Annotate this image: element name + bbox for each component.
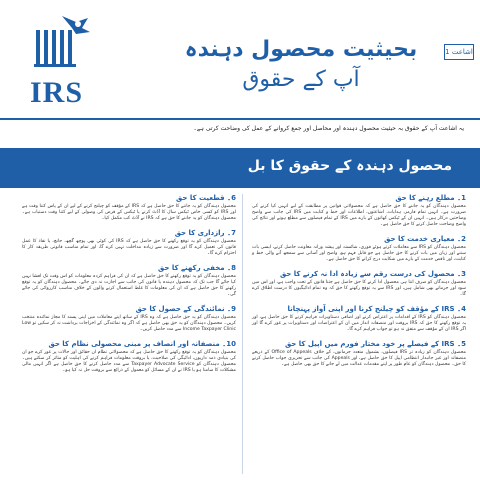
page-title xyxy=(170,35,432,95)
right-section-heading: 5۔ IRS کے فیصلے پر خود مختار فورم میں اپیل کا حق xyxy=(284,340,466,348)
right-section xyxy=(252,340,466,368)
section-band xyxy=(0,148,480,188)
title-line-2: آپ کے حقوق xyxy=(242,67,360,92)
right-section-body: محصول دہندگان کو یہ جاننے کا حق حاصل ہے کہ محصولاتی قوانین پر مطابقت کے لیے انہیں کیا کرنے کی ضرورت ہے۔ انہیں تمام فارمز، ہدایات، اشاعتوں، اطلاعات اور خط و کتابت میں IRS کی جانب سے واضح وضاحتیں درکار ہیں۔ انہیں ان کے ٹیکس کھاتوں کے بارے میں IRS کے تمام فیصلوں سے مطلع ہونے اور نتائج کی واضح وضاحت حاصل کرنے کا حق حاصل ہے۔ xyxy=(252,204,466,227)
left-section-body: محصول دہندگان کو یہ جاننے کا حق حاصل ہے کہ IRS کے مؤقف کو چیلنج کرنے کے لیے ان کے پاس کتنا وقت ہے اور IRS کو کسی خاص ٹیکس سال کا آڈٹ کرنے یا ٹیکس کے قرض کی وصولی کے لیے کتنا وقت دستیاب ہے۔ محصول دہندگان کو یہ جاننے کا حق ہے کہ IRS نے آڈٹ کب مکمل کیا۔ xyxy=(22,204,236,221)
right-section-heading: 3۔ محصول کی درست رقم سے زیادہ ادا نہ کرنے کا حق xyxy=(280,270,466,278)
left-column xyxy=(22,194,236,381)
right-section-heading: 2۔ معیاری خدمت کا حق xyxy=(384,235,466,243)
irs-wordmark: IRS xyxy=(30,76,84,109)
document-header xyxy=(0,0,480,120)
left-section-body: محصول دہندگان کو یہ توقع رکھنے کا حق حاصل ہے کہ ان کی فراہم کردہ معلومات کو اس وقت تک افشا نہیں کیا جائے گا جب تک کہ محصول دہندہ یا قانون کی جانب سے اجازت نہ دی جائے۔ محصول دہندگان کو یہ توقع رکھنے کا حق حاصل ہے کہ ان کی معلومات کا غلط استعمال کرنے والوں کے خلاف مناسب کارروائی کی جائے گی۔ xyxy=(22,274,236,297)
left-section-body: محصول دہندگان کو یہ حق حاصل ہے کہ وہ IRS کے ساتھ اپنے معاملات میں اپنی پسند کا مجاز نمائندہ منتخب کریں۔ محصول دہندگان کو یہ حق بھی حاصل ہے کہ اگر وہ نمائندگی کے اخراجات برداشت نہ کر سکیں تو Low Income Taxpayer Clinic سے مدد حاصل کریں۔ xyxy=(22,315,236,332)
left-section-body: محصول دہندگان کو یہ توقع رکھنے کا حق حاصل ہے کہ محصولاتی نظام ان حقائق اور حالات پر غور کرے جو ان کی بنیادی ذمہ داریوں، ادائیگی کی صلاحیت، یا بروقت معلومات فراہم کرنے کی اہلیت کو متاثر کر سکتے ہیں۔ محصول دہندگان کو Taxpayer Advocate Service سے مدد حاصل کرنے کا حق حاصل ہے اگر انہیں مالی مشکلات کا سامنا ہو یا IRS نے ان کے مسائل کو معمول کے ذرائع سے بروقت حل نہ کیا ہو۔ xyxy=(22,350,236,373)
left-section xyxy=(22,305,236,333)
section-band-title: محصول دہندہ کے حقوق کا بل xyxy=(247,158,452,174)
right-section xyxy=(252,305,466,333)
right-section-body: محصول دہندگان کو IRS سے معاملات کرتے ہوئے فوری، شائستہ اور پیشہ ورانہ معاونت حاصل کرنے، ایسی بات سننے اور زبان میں بات کرنے کا حق حاصل ہے جو قابل فہم ہو، واضح اور آسانی سے سمجھ آنے والی خط و کتابت، اور ناقص خدمت کے بارے میں شکایت درج کرانے کا حق حاصل ہے۔ xyxy=(252,245,466,262)
left-section xyxy=(22,264,236,298)
publication-badge: اشاعت 1 xyxy=(444,44,474,60)
intro-text: یہ اشاعت آپ کے حقوق بہ حیثیت محصول دہندہ اور محاصل اور جمع کروانے کے عمل کی وضاحت کرتی ہے۔ xyxy=(193,125,464,132)
left-section xyxy=(22,229,236,257)
left-section xyxy=(22,340,236,374)
left-section-heading: 7۔ رازداری کا حق xyxy=(174,229,236,237)
right-column xyxy=(252,194,466,375)
left-section-heading: 10۔ منصفانہ اور انصاف پر مبنی محصولی نظام کا حق xyxy=(48,340,236,348)
left-section-heading: 6۔ قطعیت کا حق xyxy=(176,194,236,202)
right-section-heading: 4۔ IRS کے مؤقف کو چیلنج کرنا اور اپنی آواز پہنچانا xyxy=(287,305,466,313)
left-section-heading: 9۔ نمائندگی کے حصول کا حق xyxy=(135,305,236,313)
right-section xyxy=(252,194,466,228)
right-section xyxy=(252,270,466,298)
title-line-1: بحیثیت محصول دہندہ xyxy=(184,37,418,62)
irs-logo xyxy=(28,12,98,112)
left-section-body: محصول دہندگان کو یہ توقع رکھنے کا حق حاصل ہے کہ IRS کی کوئی بھی پوچھ گچھ، جانچ، یا نفاذ کا عمل قانون کی تعمیل کرے گا اور ضرورت سے زیادہ مداخلت نہیں کرے گا، اور تمام مناسب قانونی طریقہ کار کا احترام کرے گا۔ xyxy=(22,239,236,256)
right-section-body: محصول دہندگان کو IRS کے اقدامات پر اعتراض کرنے اور اضافی دستاویزات فراہم کرنے کا حق حاصل ہے، اور یہ توقع رکھنے کا حق کہ IRS بروقت اور منصفانہ انداز میں ان کے اعتراضات اور دستاویزات پر غور کرے گا اور اگر IRS ان کے مؤقف سے متفق نہ ہو تو جواب فراہم کرے گا۔ xyxy=(252,315,466,332)
right-section-body: محصول دہندگان کو زیادہ تر IRS فیصلوں، بشمول متعدد جرمانوں، کے خلاف Office of Appeals کے ذریعے منصفانہ اور غیر جانبدار انتظامی اپیل کا حق حاصل ہے، اور Appeals کی جانب سے تحریری جواب حاصل کرنے کا حق۔ محصول دہندگان کو عام طور پر اپنے مقدمات عدالت میں لے جانے کا حق بھی حاصل ہے۔ xyxy=(252,350,466,367)
right-section xyxy=(252,235,466,263)
right-section-heading: 1۔ مطلع رہنے کا حق xyxy=(395,194,466,202)
left-section-heading: 8۔ مخفی رکھنے کا حق xyxy=(158,264,236,272)
column-divider xyxy=(242,194,243,474)
eagle-emblem-icon xyxy=(28,12,98,82)
left-section xyxy=(22,194,236,222)
right-section-body: محصول دہندگان کو صرف اتنا ہی محصول ادا کرنے کا حق حاصل ہے جتنا قانون کے تحت واجب ہے، اور اس میں سود اور جرمانے بھی شامل ہیں، اور IRS سے یہ توقع رکھنے کا حق کہ وہ تمام ادائیگیوں کا درست اطلاق کرے گا۔ xyxy=(252,280,467,297)
